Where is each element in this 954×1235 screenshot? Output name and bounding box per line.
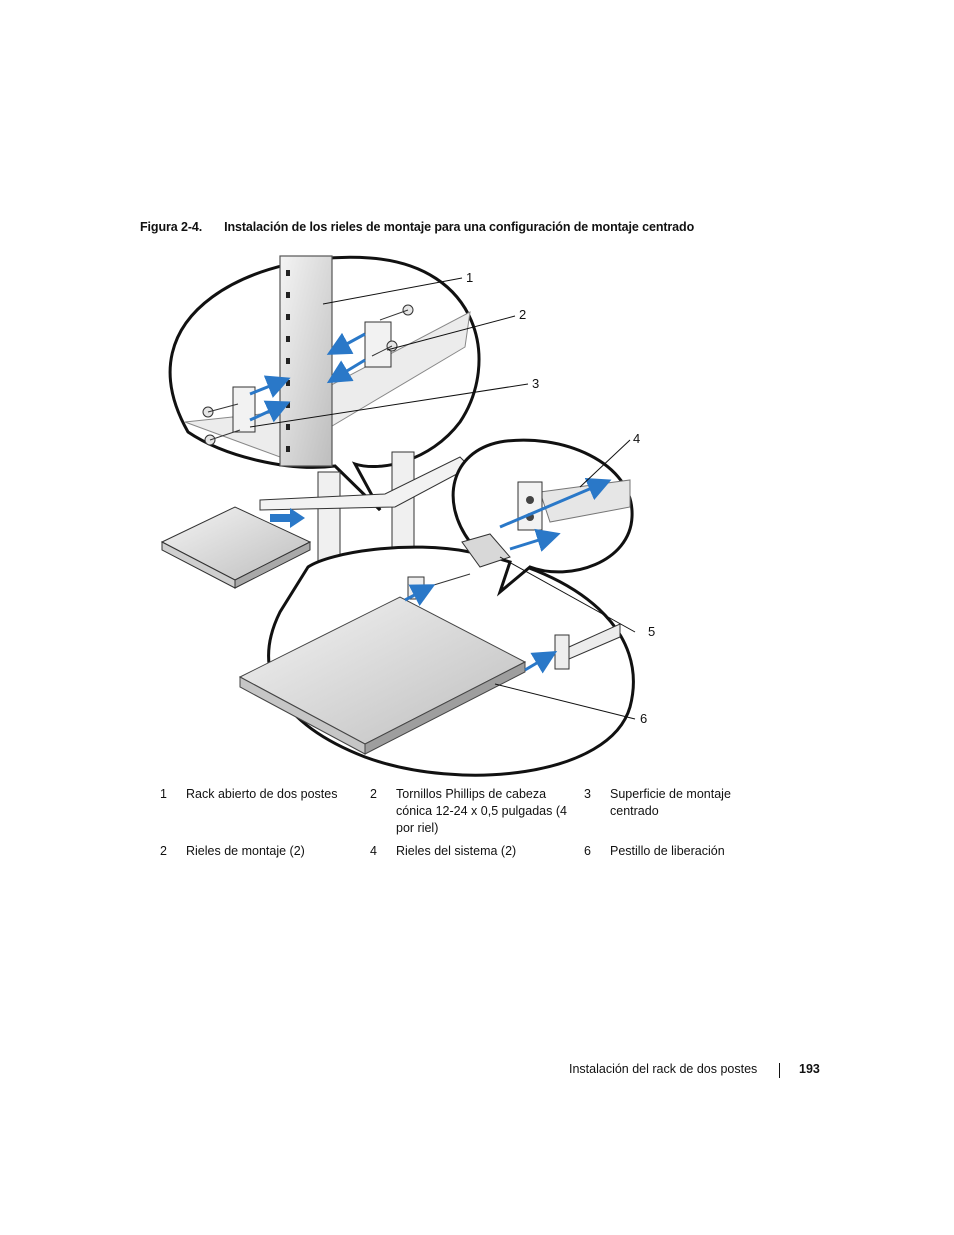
page-number: 193 <box>799 1062 820 1076</box>
legend-number: 1 <box>160 787 167 801</box>
legend-text: Pestillo de liberación <box>610 844 725 858</box>
legend-number: 4 <box>370 844 377 858</box>
legend-text: Rieles del sistema (2) <box>396 844 517 858</box>
footer-divider <box>779 1063 780 1078</box>
legend-text: Rieles de montaje (2) <box>186 844 305 858</box>
legend-number: 2 <box>370 787 377 801</box>
figure-number: Figura 2-4. <box>140 220 203 234</box>
figure-title: Instalación de los rieles de montaje para una configuración de montaje centrado <box>224 220 695 234</box>
legend-number: 2 <box>160 844 167 858</box>
footer-section-title: Instalación del rack de dos postes <box>569 1062 758 1076</box>
detail-bubble-bottom <box>240 547 633 775</box>
callout-3: 3 <box>532 376 540 391</box>
callout-4: 4 <box>633 431 641 446</box>
legend-row <box>160 837 760 860</box>
legend-number: 3 <box>584 787 591 801</box>
legend-text: Superficie de montaje centrado <box>610 787 731 818</box>
legend-text: Rack abierto de dos postes <box>186 787 338 801</box>
legend-number: 6 <box>584 844 591 858</box>
figure-caption <box>140 220 694 234</box>
callout-2: 2 <box>519 307 527 322</box>
legend-row <box>160 786 760 837</box>
callout-1: 1 <box>466 270 474 285</box>
figure-legend <box>160 786 760 860</box>
legend-text: Tornillos Phillips de cabeza cónica 12-24 x 0,5 pulgadas (4 por riel) <box>396 787 567 835</box>
rail-installation-illustration <box>140 252 660 777</box>
callout-6: 6 <box>640 711 648 726</box>
callout-5: 5 <box>648 624 656 639</box>
